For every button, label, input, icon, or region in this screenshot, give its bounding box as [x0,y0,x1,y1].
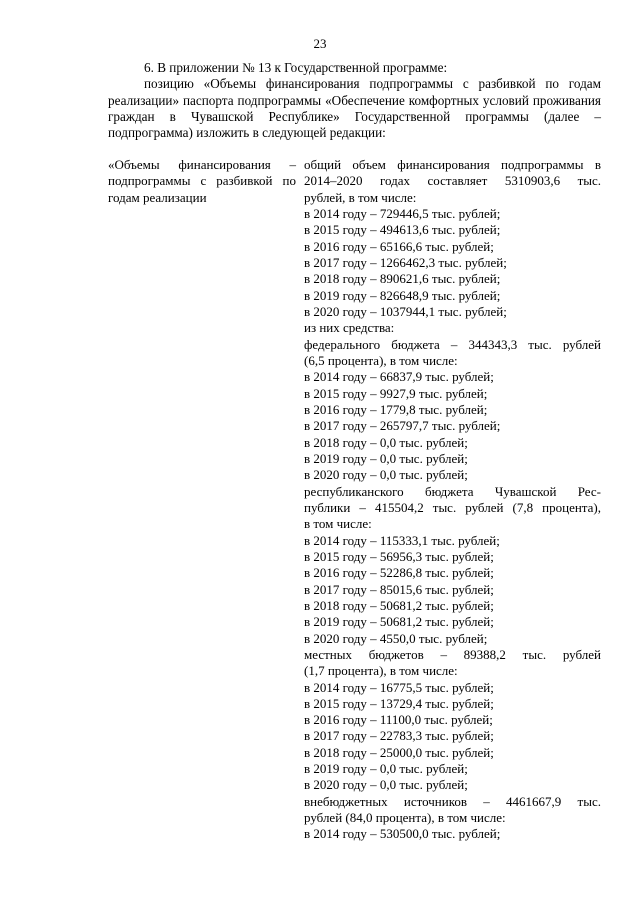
funding-line: внебюджетных источников – 4461667,9 тыс. [304,793,601,809]
position-label: «Объемы финансирования – подпрограммы с разбивкой по годам реализации [108,157,296,205]
funding-line: в 2019 году – 0,0 тыс. рублей; [304,450,468,466]
funding-line: в 2014 году – 16775,5 тыс. рублей; [304,679,494,695]
funding-line: из них средства: [304,320,395,336]
funding-line: в 2017 году – 85015,6 тыс. рублей; [304,581,494,597]
funding-line: рублей, в том числе: [304,189,417,205]
funding-line: в 2016 году – 52286,8 тыс. рублей; [304,565,494,581]
funding-line: (1,7 процента), в том числе: [304,663,458,679]
funding-line: в 2014 году – 66837,9 тыс. рублей; [304,369,494,385]
intro-paragraph-2: позицию «Объемы финансирования подпрограммы с разбивкой по годам реализации» паспорта подпрограммы «Обеспечение комфортных условий проживания граждан в Чувашской Республике» Государственной программы (далее – подпрограмма) изложить в следующей редакции: [108,76,601,141]
funding-line: в 2017 году – 265797,7 тыс. рублей; [304,418,501,434]
funding-line: рублей (84,0 процента), в том числе: [304,810,506,826]
funding-line: в 2020 году – 0,0 тыс. рублей; [304,777,468,793]
funding-line: в 2015 году – 56956,3 тыс. рублей; [304,548,494,564]
funding-line: в 2016 году – 65166,6 тыс. рублей; [304,238,494,254]
funding-line: в 2020 году – 1037944,1 тыс. рублей; [304,303,507,319]
funding-line: в 2020 году – 4550,0 тыс. рублей; [304,630,488,646]
funding-details-column [304,157,601,843]
funding-line: в 2014 году – 729446,5 тыс. рублей; [304,205,501,221]
funding-line: в 2018 году – 25000,0 тыс. рублей; [304,744,494,760]
funding-line: публики – 415504,2 тыс. рублей (7,8 процента), [304,499,601,515]
funding-line: в 2017 году – 22783,3 тыс. рублей; [304,728,494,744]
funding-line: в 2019 году – 826648,9 тыс. рублей; [304,287,501,303]
position-label-column [108,157,296,206]
funding-line: местных бюджетов – 89388,2 тыс. рублей [304,646,601,662]
funding-line: в 2015 году – 9927,9 тыс. рублей; [304,385,488,401]
funding-line: (6,5 процента), в том числе: [304,352,458,368]
funding-line: в 2017 году – 1266462,3 тыс. рублей; [304,254,507,270]
funding-line: в 2019 году – 50681,2 тыс. рублей; [304,614,494,630]
funding-line: в 2016 году – 11100,0 тыс. рублей; [304,712,493,728]
funding-line: в 2014 году – 115333,1 тыс. рублей; [304,532,500,548]
page-number: 23 [313,36,327,51]
intro-paragraph-1: 6. В приложении № 13 к Государственной программе: [144,60,448,75]
funding-line: в 2019 году – 0,0 тыс. рублей; [304,761,468,777]
funding-line: в 2016 году – 1779,8 тыс. рублей; [304,401,488,417]
funding-line: федерального бюджета – 344343,3 тыс. рублей [304,336,601,352]
intro-section [108,60,601,141]
funding-line: 2014–2020 годах составляет 5310903,6 тыс. [304,173,601,189]
funding-line: республиканского бюджета Чувашской Рес- [304,483,601,499]
funding-line: в 2018 году – 890621,6 тыс. рублей; [304,271,501,287]
funding-line: в 2015 году – 494613,6 тыс. рублей; [304,222,501,238]
funding-line: в 2018 году – 0,0 тыс. рублей; [304,434,468,450]
funding-line: в 2020 году – 0,0 тыс. рублей; [304,467,468,483]
funding-line: в 2018 году – 50681,2 тыс. рублей; [304,597,494,613]
funding-line: в 2014 году – 530500,0 тыс. рублей; [304,826,501,842]
funding-line: общий объем финансирования подпрограммы в [304,157,601,172]
funding-line: в том числе: [304,516,372,532]
funding-line: в 2015 году – 13729,4 тыс. рублей; [304,695,494,711]
